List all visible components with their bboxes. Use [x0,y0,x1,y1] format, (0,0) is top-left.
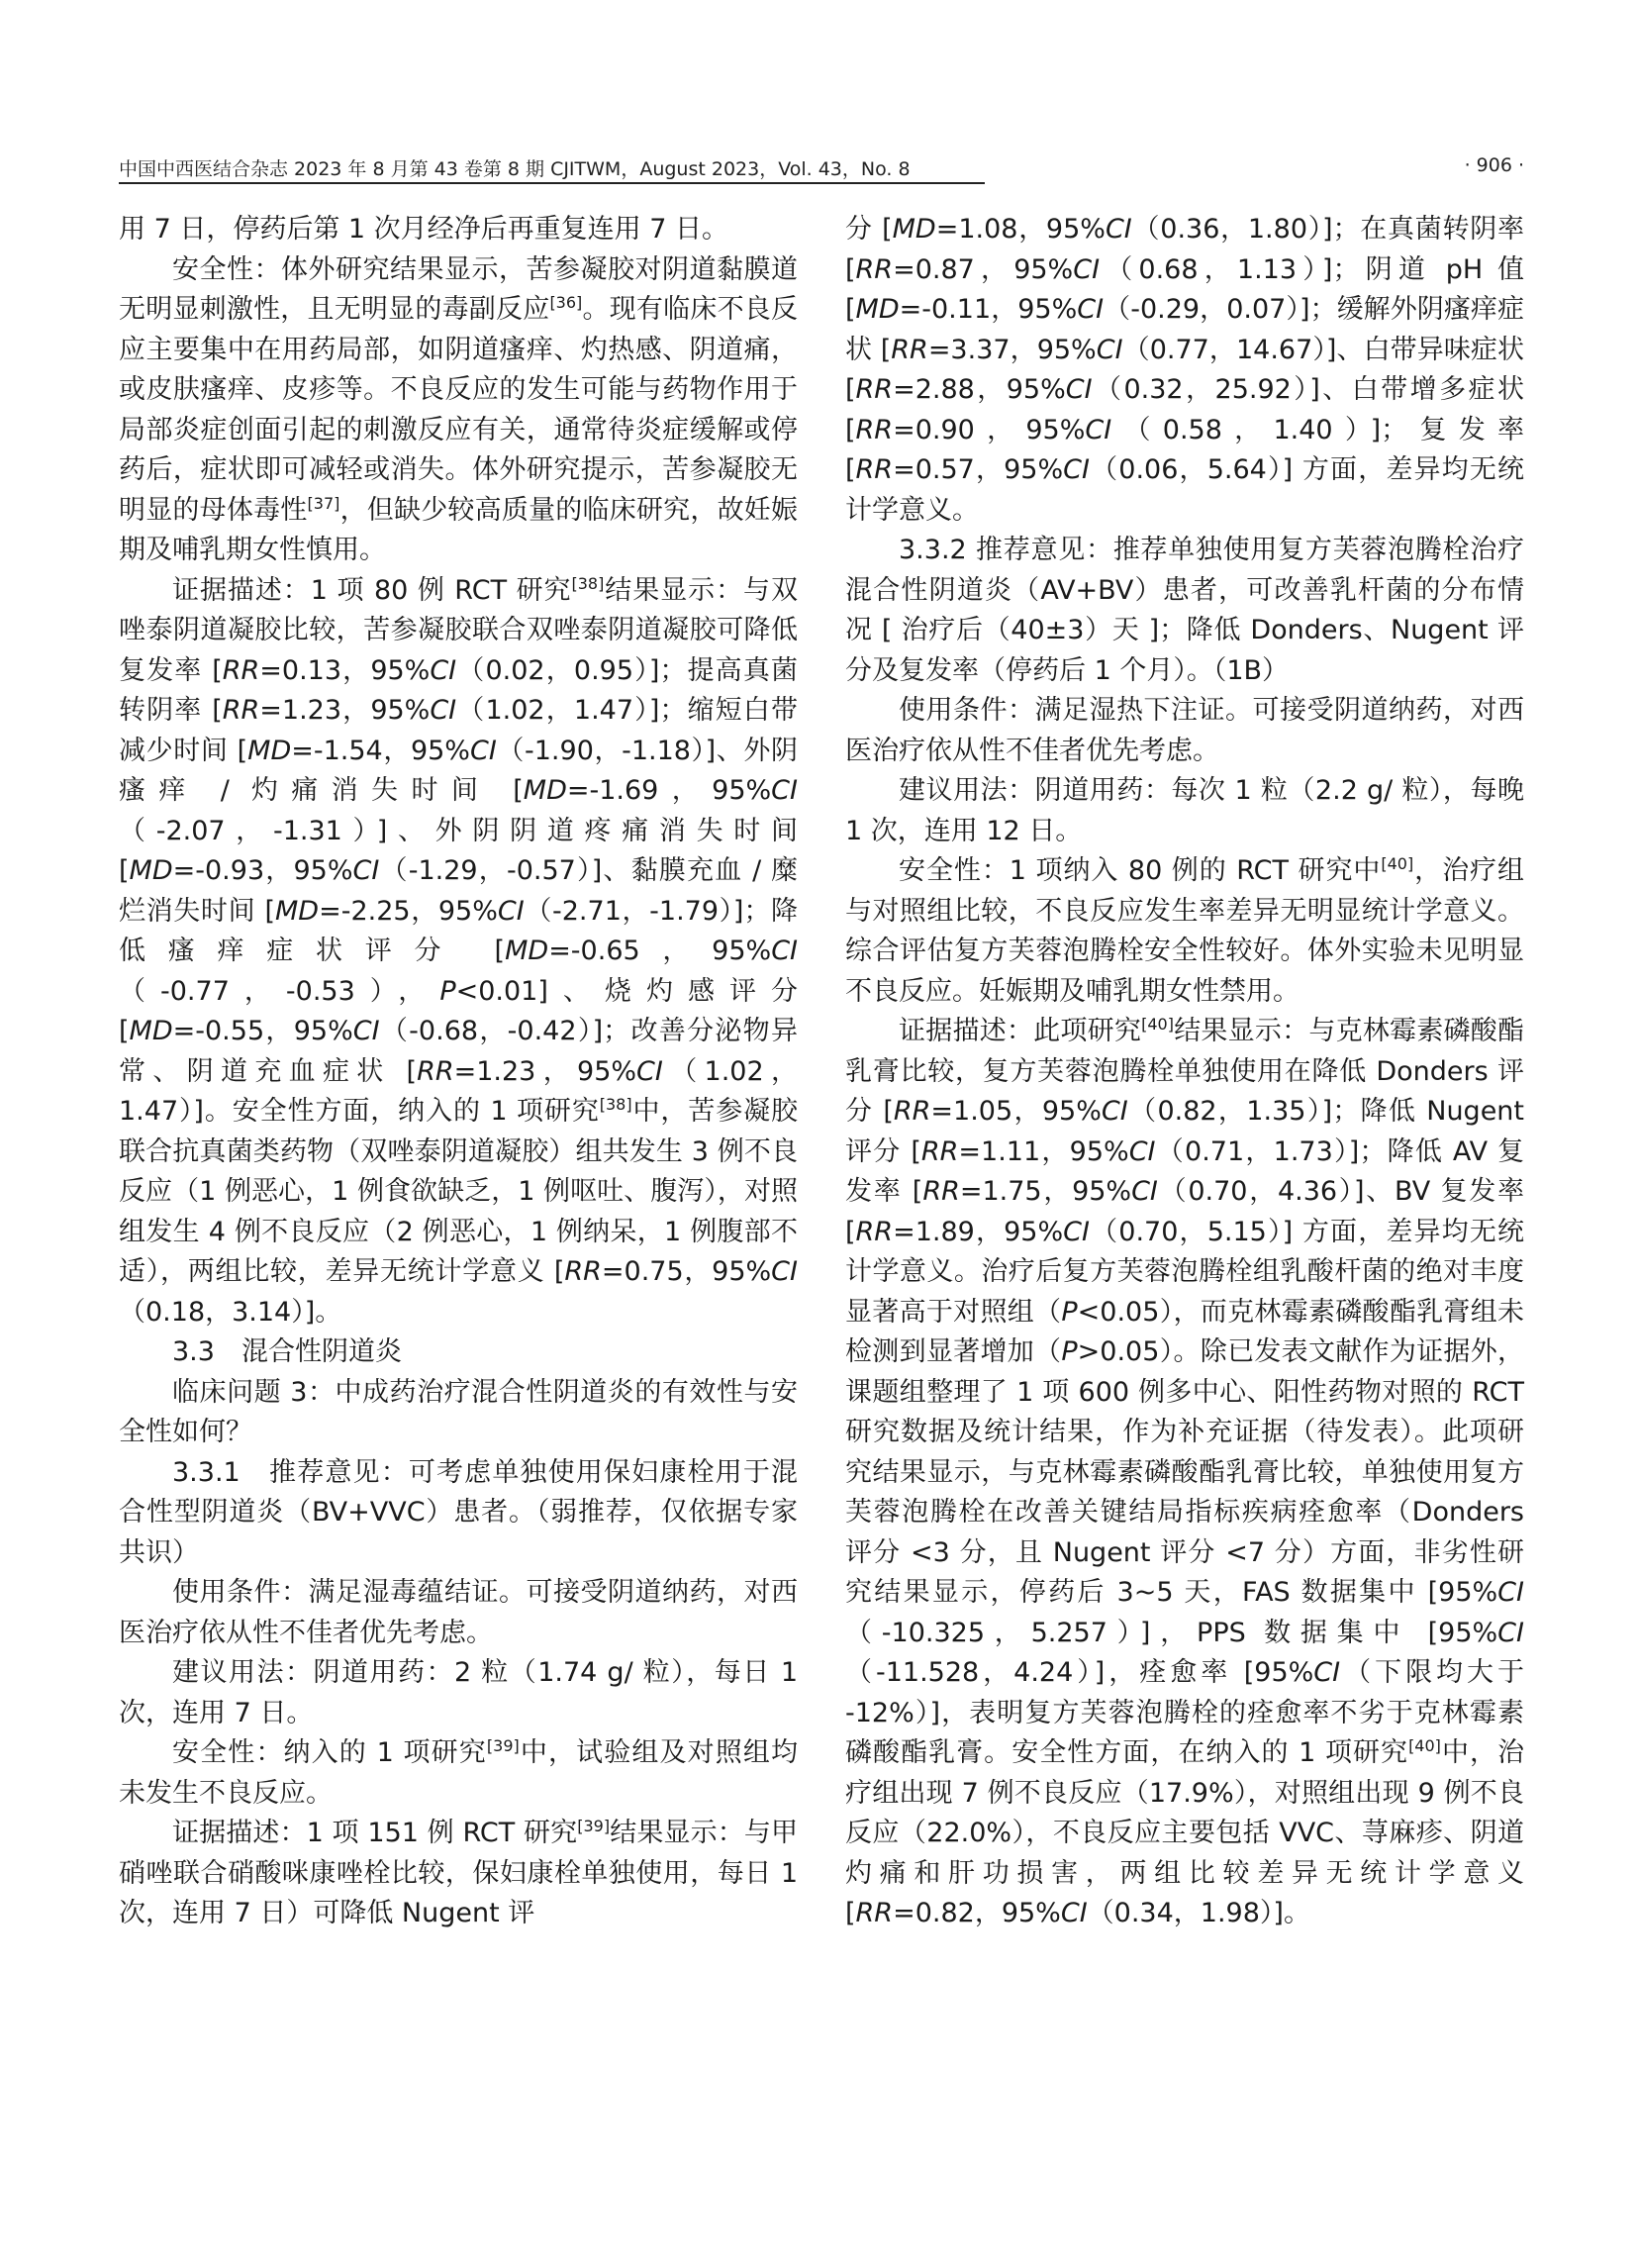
header-rule [119,182,985,184]
paragraph: 分 [MD=1.08，95%CI（0.36，1.80）]；在真菌转阴率 [RR=0.87，95%CI（0.68，1.13）]；阴道 pH 值 [MD=-0.11，95%CI（-0.29，0.07）]；缓解外阴瘙痒症状 [RR=3.37，95%CI（0.77，14.67）]、白带异味症状 [RR=2.88，95%CI（0.32，25.92）]、白带增多症状 [RR=0.90，95%CI（0.58，1.40）]；复发率 [RR=0.57，95%CI（0.06，5.64）] 方面，差异均无统计学意义。 [845,214,1524,526]
journal-citation: 中国中西医结合杂志 2023 年 8 月第 43 卷第 8 期 CJITWM，August 2023，Vol. 43，No. 8 [119,158,911,180]
paragraph: 安全性：纳入的 1 项研究[39]中，试验组及对照组均未发生不良反应。 [119,1736,799,1809]
right-column [845,210,1524,1934]
paragraph: 证据描述：1 项 151 例 RCT 研究[39]结果显示：与甲硝唑联合硝酸咪康唑栓比较，保妇康栓单独使用，每日 1 次，连用 7 日）可降低 Nugent 评 [119,1817,798,1928]
paragraph: 使用条件：满足湿热下注证。可接受阴道纳药，对西医治疗依从性不佳者优先考虑。 [845,695,1524,766]
paragraph: 建议用法：阴道用药：2 粒（1.74 g/ 粒），每日 1 次，连用 7 日。 [119,1657,798,1728]
paragraph: 用 7 日，停药后第 1 次月经净后再重复连用 7 日。 [119,214,729,245]
paragraph: 证据描述：1 项 80 例 RCT 研究[38]结果显示：与双唑泰阴道凝胶比较，苦参凝胶联合双唑泰阴道凝胶可降低复发率 [RR=0.13，95%CI（0.02，0.95）]；提高真菌转阴率 [RR=1.23，95%CI（1.02，1.47）]；缩短白带减少时间 [MD=-1.54，95%CI（-1.90，-1.18）]、外阴瘙痒 / 灼痛消失时间 [MD=-1.69，95%CI（-2.07，-1.31）]、外阴阴道疼痛消失时间 [MD=-0.93，95%CI（-1.29，-0.57）]、黏膜充血 / 糜烂消失时间 [MD=-2.25，95%CI（-2.71，-1.79）]；降低瘙痒症状评分 [MD=-0.65，95%CI（-0.77，-0.53），P<0.01]、烧灼感评分 [MD=-0.55，95%CI（-0.68，-0.42）]；改善分泌物异常、阴道充血症状 [RR=1.23，95%CI（1.02，1.47）]。安全性方面，纳入的 1 项研究[38]中，苦参凝胶联合抗真菌类药物（双唑泰阴道凝胶）组共发生 3 例不良反应（1 例恶心，1 例食欲缺乏，1 例呕吐、腹泻），对照组发生 4 例不良反应（2 例恶心，1 例纳呆，1 例腹部不适），两组比较，差异无统计学意义 [RR=0.75，95%CI（0.18，3.14）]。 [119,573,799,1328]
left-column [119,210,798,1934]
paragraph: 使用条件：满足湿毒蕴结证。可接受阴道纳药，对西医治疗依从性不佳者优先考虑。 [119,1577,798,1648]
paragraph: 3.3.1 推荐意见：可考虑单独使用保妇康栓用于混合性型阴道炎（BV+VVC）患者。（弱推荐，仅依据专家共识） [119,1456,798,1568]
paragraph: 安全性：体外研究结果显示，苦参凝胶对阴道黏膜道无明显刺激性，且无明显的毒副反应[36]。现有临床不良反应主要集中在用药局部，如阴道瘙痒、灼热感、阴道痛，或皮肤瘙痒、皮疹等。不良反应的发生可能与药物作用于局部炎症创面引起的刺激反应有关，通常待炎症缓解或停药后，症状即可减轻或消失。体外研究提示，苦参凝胶无明显的母体毒性[37]，但缺少较高质量的临床研究，故妊娠期及哺乳期女性慎用。 [119,253,799,565]
page-number: · 906 · [1464,154,1524,176]
paragraph: 临床问题 3：中成药治疗混合性阴道炎的有效性与安全性如何？ [119,1376,798,1447]
paragraph: 3.3 混合性阴道炎 [172,1336,402,1367]
paragraph: 安全性：1 项纳入 80 例的 RCT 研究中[40]，治疗组与对照组比较，不良反应发生率差异无明显统计学意义。综合评估复方芙蓉泡腾栓安全性较好。体外实验未见明显不良反应。妊娠期及哺乳期女性禁用。 [845,854,1525,1007]
paragraph: 建议用法：阴道用药：每次 1 粒（2.2 g/ 粒），每晚 1 次，连用 12 日。 [845,775,1524,846]
paragraph: 3.3.2 推荐意见：推荐单独使用复方芙蓉泡腾栓治疗混合性阴道炎（AV+BV）患者，可改善乳杆菌的分布情况 [ 治疗后（40±3）天 ]；降低 Donders、Nugent 评分及复发率（停药后 1 个月）。（1B） [845,535,1524,686]
paragraph: 证据描述：此项研究[40]结果显示：与克林霉素磷酸酯乳膏比较，复方芙蓉泡腾栓单独使用在降低 Donders 评分 [RR=1.05，95%CI（0.82，1.35）]；降低 Nugent 评分 [RR=1.11，95%CI（0.71，1.73）]；降低 AV 复发率 [RR=1.75，95%CI（0.70，4.36）]、BV 复发率 [RR=1.89，95%CI（0.70，5.15）] 方面，差异均无统计学意义。治疗后复方芙蓉泡腾栓组乳酸杆菌的绝对丰度显著高于对照组（P<0.05），而克林霉素磷酸酯乳膏组未检测到显著增加（P>0.05）。除已发表文献作为证据外，课题组整理了 1 项 600 例多中心、阳性药物对照的 RCT 研究数据及统计结果，作为补充证据（待发表）。此项研究结果显示，与克林霉素磷酸酯乳膏比较，单独使用复方芙蓉泡腾栓在改善关键结局指标疾病痊愈率（Donders 评分 <3 分，且 Nugent 评分 <7 分）方面，非劣性研究结果显示，停药后 3~5 天，FAS 数据集中 [95%CI（-10.325，5.257）]，PPS 数据集中 [95%CI（-11.528，4.24）]，痊愈率 [95%CI（下限均大于 -12%）]，表明复方芙蓉泡腾栓的痊愈率不劣于克林霉素磷酸酯乳膏。安全性方面，在纳入的 1 项研究[40]中，治疗组出现 7 例不良反应（17.9%），对照组出现 9 例不良反应（22.0%），不良反应主要包括 VVC、荨麻疹、阴道灼痛和肝功损害，两组比较差异无统计学意义 [RR=0.82，95%CI（0.34，1.98）]。 [845,1015,1525,1928]
running-header [119,148,1524,184]
